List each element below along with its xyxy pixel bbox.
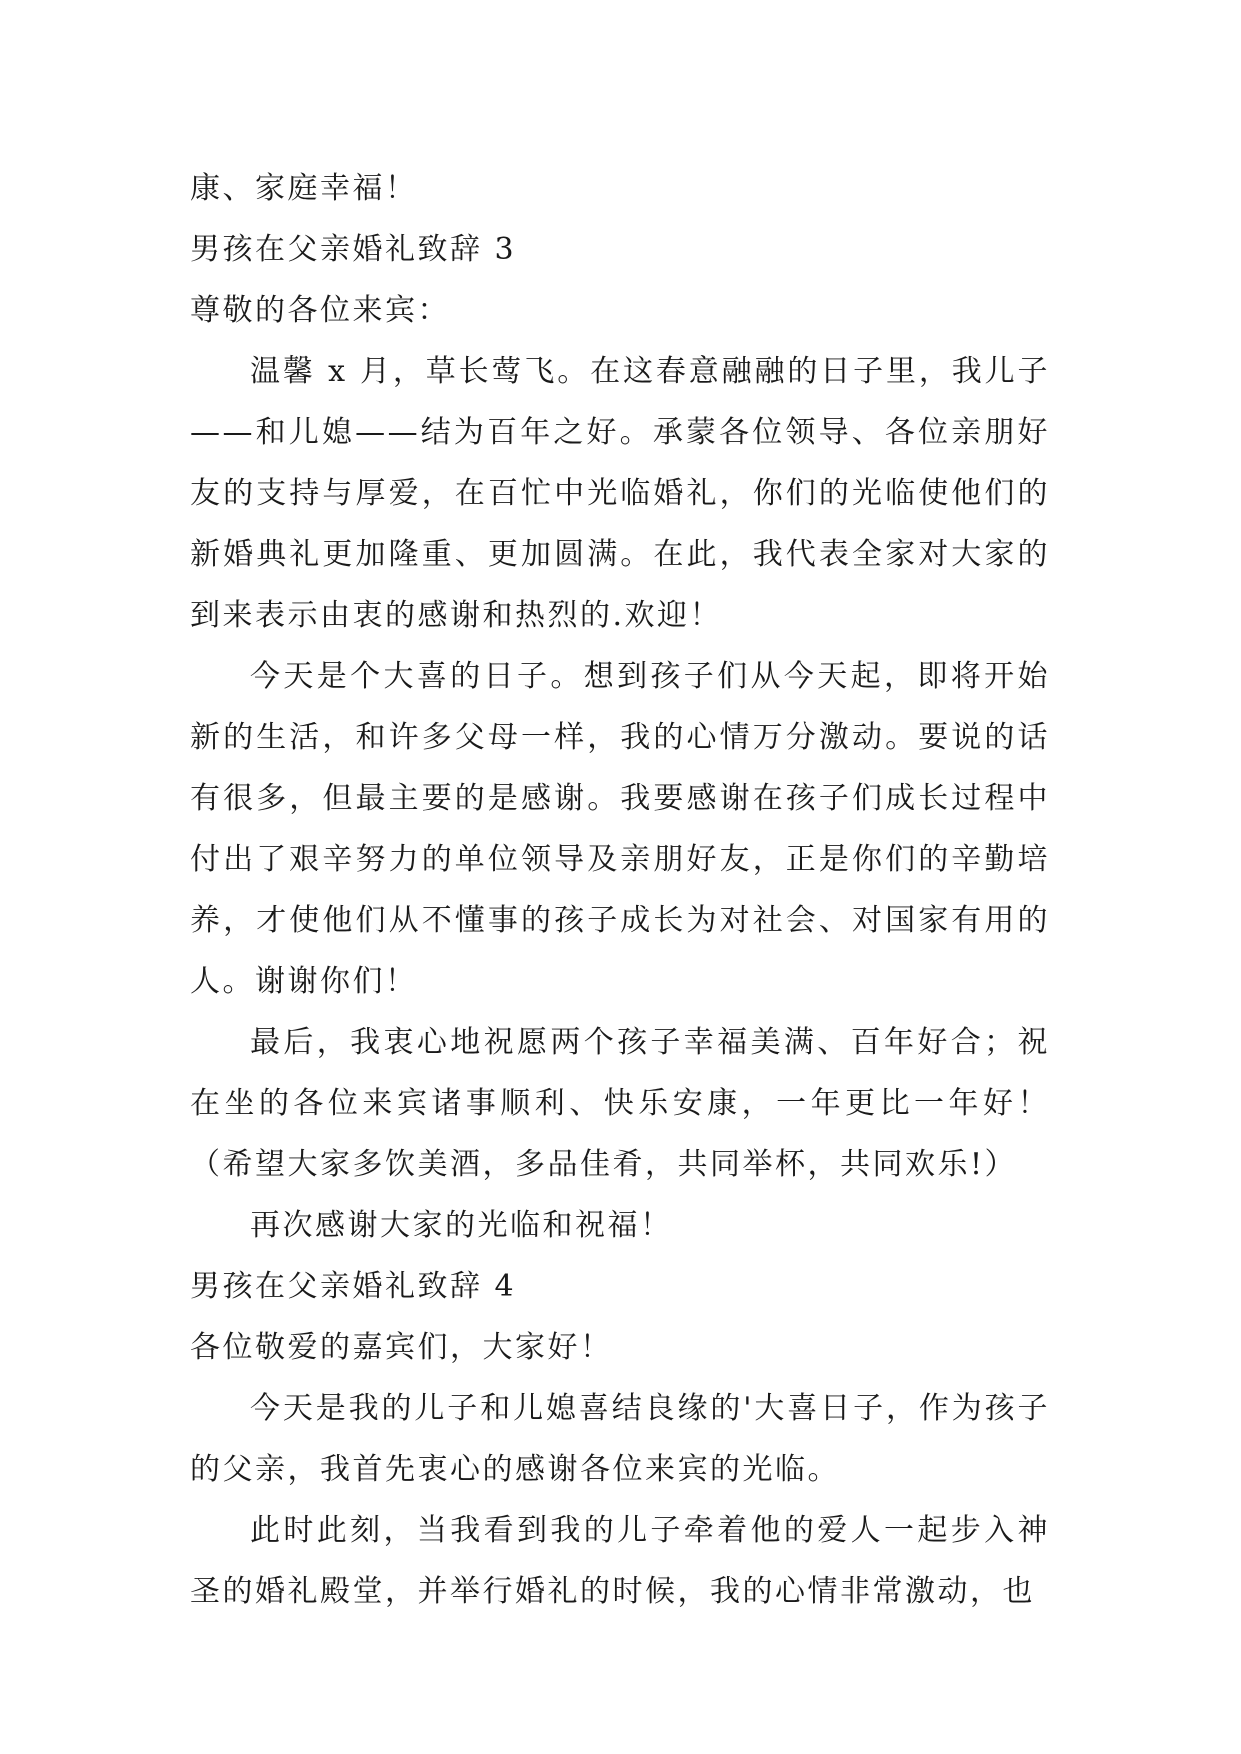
paragraph: 今天是个大喜的日子。想到孩子们从今天起，即将开始新的生活，和许多父母一样，我的心情万分激动。要说的话有很多，但最主要的是感谢。我要感谢在孩子们成长过程中付出了艰辛努力的单位领导及亲朋好友，正是你们的辛勤培养，才使他们从不懂事的孩子成长为对社会、对国家有用的人。谢谢你们！ <box>190 659 1050 999</box>
document-body <box>190 158 1050 1622</box>
salutation: 各位敬爱的嘉宾们，大家好！ <box>190 1330 613 1365</box>
section-heading-3: 男孩在父亲婚礼致辞 3 <box>190 232 517 267</box>
paragraph: 再次感谢大家的光临和祝福！ <box>250 1208 673 1243</box>
paragraph: 今天是我的儿子和儿媳喜结良缘的'大喜日子，作为孩子的父亲，我首先衷心的感谢各位来宾的光临。 <box>190 1391 1050 1487</box>
text-line: 康、家庭幸福！ <box>190 171 418 206</box>
paragraph: 温馨 x 月，草长莺飞。在这春意融融的日子里，我儿子——和儿媳——结为百年之好。承蒙各位领导、各位亲朋好友的支持与厚爱，在百忙中光临婚礼，你们的光临使他们的新婚典礼更加隆重、更加圆满。在此，我代表全家对大家的到来表示由衷的感谢和热烈的.欢迎！ <box>190 354 1050 633</box>
salutation: 尊敬的各位来宾： <box>190 293 450 328</box>
paragraph: 最后，我衷心地祝愿两个孩子幸福美满、百年好合；祝在坐的各位来宾诸事顺利、快乐安康，一年更比一年好！（希望大家多饮美酒，多品佳肴，共同举杯，共同欢乐!） <box>190 1025 1050 1182</box>
paragraph: 此时此刻，当我看到我的儿子牵着他的爱人一起步入神圣的婚礼殿堂，并举行婚礼的时候，我的心情非常激动，也 <box>190 1513 1050 1609</box>
section-heading-4: 男孩在父亲婚礼致辞 4 <box>190 1269 517 1304</box>
